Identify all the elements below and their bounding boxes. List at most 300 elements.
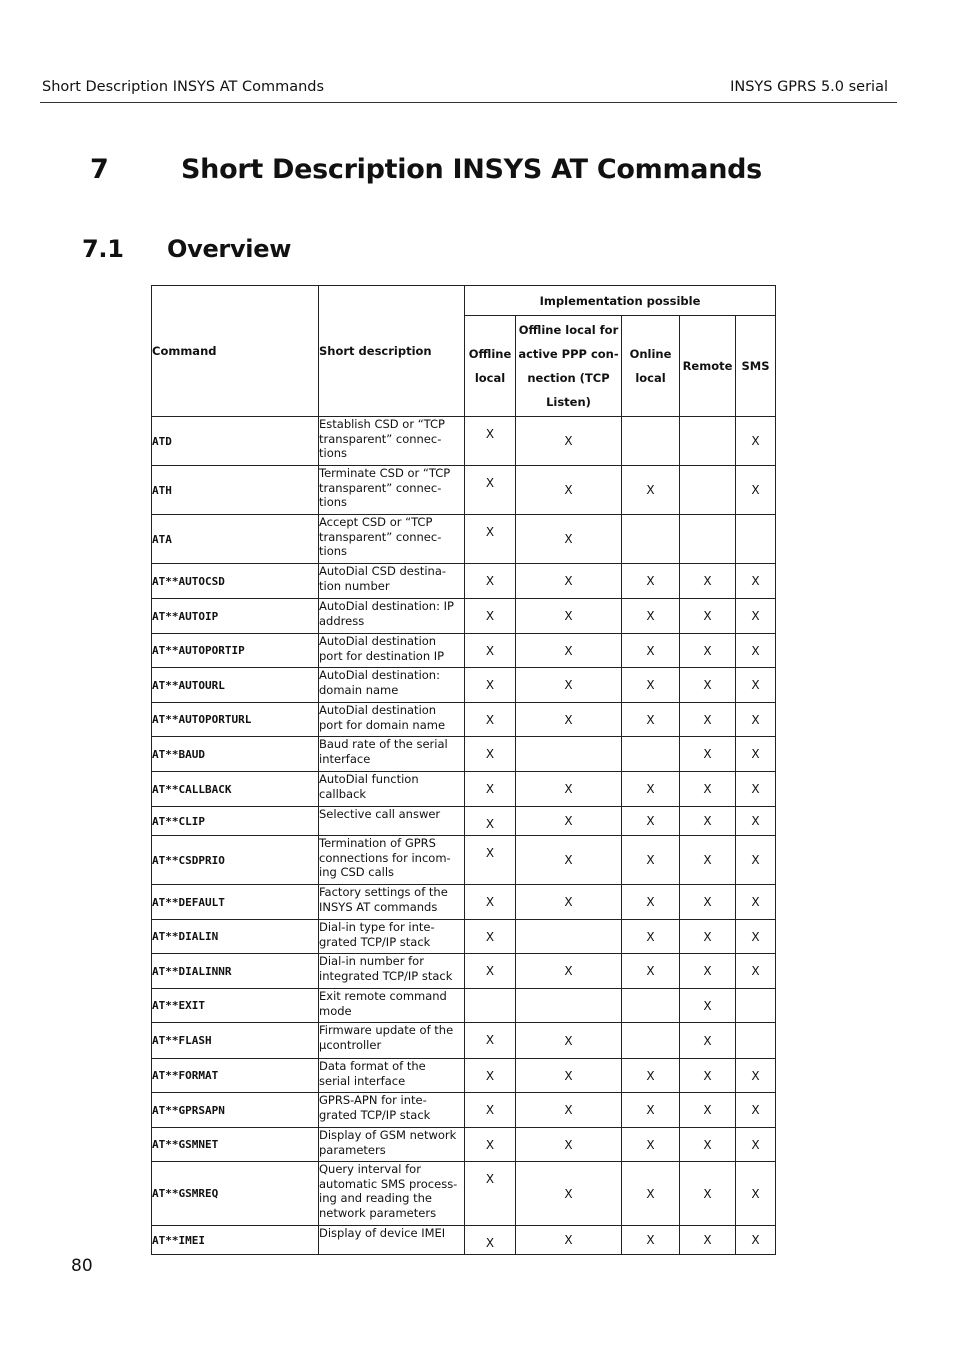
support-mark: X [564,434,573,448]
command-cell: AT**FORMAT [152,1059,319,1093]
mark-cell-offline-local [465,954,516,989]
description-cell [319,1162,465,1226]
mark-cell-sms [736,989,776,1023]
table-row [152,989,776,1023]
command-cell: AT**AUTOPORTIP [152,634,319,668]
description-cell [319,772,465,807]
command-cell: AT**FLASH [152,1023,319,1059]
section-number: 7.1 [82,235,124,263]
description-line: port for destination IP [319,648,445,663]
mark-cell-remote [680,885,736,920]
support-mark: X [485,678,495,692]
support-mark: X [564,1103,573,1117]
command-cell: AT**CSDPRIO [152,836,319,885]
mark-cell-offline-local [465,703,516,737]
table-row [152,954,776,989]
mark-cell-sms [736,1093,776,1128]
mark-cell-offline-local-ppp [516,1023,622,1059]
mark-cell-offline-local-ppp [516,1093,622,1128]
description-cell [319,737,465,772]
description-line: AutoDial destination [319,634,437,648]
mark-cell-offline-local-ppp [516,1162,622,1226]
support-mark: X [564,895,573,909]
support-mark: X [646,1186,655,1201]
description-line: Selective call answer [319,807,441,821]
table-row [152,1093,776,1128]
description-cell [319,1059,465,1093]
support-mark: X [564,1233,573,1247]
mark-cell-remote [680,1093,736,1128]
header-line: local [635,371,666,385]
support-mark: X [485,644,495,658]
mark-cell-online-local [622,1226,680,1255]
description-line: tion number [319,578,390,593]
mark-cell-remote [680,1128,736,1162]
description-line: AutoDial CSD destina- [319,564,447,578]
mark-cell-offline-local-ppp [516,1059,622,1093]
description-line: AutoDial destination: [319,668,440,682]
support-mark: X [485,609,495,623]
mark-cell-online-local [622,737,680,772]
support-mark: X [646,678,655,692]
mark-cell-remote [680,807,736,836]
support-mark: X [485,1172,495,1186]
command-cell: AT**DIALIN [152,920,319,954]
support-mark: X [564,782,573,796]
mark-cell-offline-local-ppp [516,807,622,836]
support-mark: X [564,712,573,727]
mark-cell-online-local [622,466,680,515]
table-row [152,1059,776,1093]
description-line: Query interval for [319,1162,421,1176]
mark-cell-sms [736,466,776,515]
mark-cell-offline-local-ppp [516,920,622,954]
mark-cell-online-local [622,634,680,668]
support-mark: X [751,1137,760,1152]
description-cell [319,634,465,668]
mark-cell-sms [736,737,776,772]
command-cell: AT**GSMREQ [152,1162,319,1226]
command-cell: ATD [152,417,319,466]
support-mark: X [646,609,655,623]
support-mark: X [703,1137,712,1152]
support-mark: X [564,1186,573,1201]
description-line: Factory settings of the [319,885,448,899]
command-cell: AT**GPRSAPN [152,1093,319,1128]
description-line: Dial-in number for [319,954,424,968]
mark-cell-offline-local [465,1226,516,1255]
table-row [152,1226,776,1255]
description-cell [319,1093,465,1128]
table-row [152,417,776,466]
description-line: grated TCP/IP stack [319,934,431,949]
support-mark: X [646,895,655,909]
description-cell [319,1128,465,1162]
mark-cell-online-local [622,1023,680,1059]
description-line: Dial-in type for inte- [319,920,435,934]
chapter-title: Short Description INSYS AT Commands [181,154,762,185]
support-mark: X [751,853,760,867]
mark-cell-offline-local [465,466,516,515]
description-cell [319,417,465,466]
description-line: GPRS-APN for inte- [319,1093,427,1107]
description-line: ing and reading the [319,1191,432,1205]
command-cell: ATA [152,515,319,564]
table-row [152,772,776,807]
support-mark: X [703,929,712,944]
mark-cell-remote [680,466,736,515]
support-mark: X [646,964,655,978]
description-line: Establish CSD or “TCP [319,417,445,431]
mark-cell-offline-local-ppp [516,954,622,989]
table-row [152,564,776,599]
mark-cell-offline-local [465,564,516,599]
mark-cell-remote [680,1226,736,1255]
mark-cell-offline-local-ppp [516,772,622,807]
description-line: serial interface [319,1073,406,1088]
description-cell [319,515,465,564]
mark-cell-online-local [622,836,680,885]
mark-cell-sms [736,703,776,737]
support-mark: X [703,895,712,909]
mark-cell-offline-local [465,599,516,634]
mark-cell-offline-local [465,1128,516,1162]
command-cell: AT**CALLBACK [152,772,319,807]
mark-cell-offline-local-ppp [516,668,622,703]
description-cell [319,564,465,599]
support-mark: X [703,782,712,796]
mark-cell-offline-local-ppp [516,515,622,564]
column-group-implementation: Implementation possible [465,286,776,316]
mark-cell-online-local [622,1162,680,1226]
support-mark: X [485,574,495,588]
support-mark: X [485,930,495,944]
support-mark: X [751,1068,760,1083]
description-line: automatic SMS process- [319,1176,458,1191]
description-cell [319,920,465,954]
support-mark: X [485,1033,495,1047]
support-mark: X [564,1137,573,1152]
support-mark: X [485,1138,495,1152]
support-mark: X [646,814,655,828]
description-line: AutoDial destination: IP [319,599,454,613]
header-line: active PPP con- [518,347,619,361]
mark-cell-offline-local-ppp [516,885,622,920]
command-cell: AT**AUTOURL [152,668,319,703]
description-line: port for domain name [319,717,446,732]
description-line: tions [319,446,348,460]
mark-cell-remote [680,599,736,634]
support-mark: X [703,1233,712,1247]
table-row [152,1162,776,1226]
support-mark: X [646,643,655,658]
command-cell: AT**CLIP [152,807,319,836]
description-line: Baud rate of the serial [319,737,448,751]
mark-cell-online-local [622,885,680,920]
mark-cell-sms [736,920,776,954]
support-mark: X [751,782,760,796]
mark-cell-offline-local-ppp [516,466,622,515]
support-mark: X [751,712,760,727]
header-line: Remote [682,359,733,373]
mark-cell-remote [680,920,736,954]
support-mark: X [751,895,760,909]
mark-cell-offline-local-ppp [516,599,622,634]
mark-cell-remote [680,634,736,668]
support-mark: X [646,712,655,727]
mark-cell-offline-local [465,737,516,772]
mark-cell-offline-local [465,515,516,564]
mark-cell-offline-local [465,1162,516,1226]
description-line: transparent” connec- [319,529,442,544]
mark-cell-sms [736,1226,776,1255]
mark-cell-online-local [622,989,680,1023]
support-mark: X [646,1137,655,1152]
support-mark: X [751,929,760,944]
description-line: transparent” connec- [319,431,442,446]
mark-cell-remote [680,1162,736,1226]
support-mark: X [564,964,573,978]
mark-cell-online-local [622,1128,680,1162]
description-line: mode [319,1003,352,1018]
support-mark: X [485,846,495,860]
support-mark: X [751,678,760,692]
running-header-right: INSYS GPRS 5.0 serial [730,79,888,95]
description-cell [319,668,465,703]
table-row [152,634,776,668]
description-line: network parameters [319,1205,437,1220]
support-mark: X [564,574,573,588]
column-header-offline-local-ppp [516,316,622,417]
support-mark: X [564,532,573,546]
support-mark: X [564,678,573,692]
support-mark: X [703,747,712,761]
header-line: Listen) [546,395,591,409]
support-mark: X [703,678,712,692]
mark-cell-offline-local [465,668,516,703]
mark-cell-sms [736,772,776,807]
mark-cell-remote [680,417,736,466]
mark-cell-online-local [622,772,680,807]
mark-cell-remote [680,668,736,703]
support-mark: X [485,1069,495,1083]
mark-cell-offline-local [465,1093,516,1128]
description-cell [319,466,465,515]
mark-cell-sms [736,885,776,920]
description-cell [319,703,465,737]
command-cell: ATH [152,466,319,515]
description-line: AutoDial destination [319,703,437,717]
mark-cell-offline-local [465,885,516,920]
table-row [152,703,776,737]
mark-cell-remote [680,954,736,989]
description-line: Display of GSM network [319,1128,457,1142]
description-line: address [319,613,365,628]
description-cell [319,599,465,634]
support-mark: X [564,609,573,623]
mark-cell-sms [736,668,776,703]
header-line: Offline local for [518,323,619,337]
support-mark: X [646,483,655,497]
support-mark: X [703,1033,712,1048]
column-header-command: Command [152,286,319,417]
column-header-offline-local [465,316,516,417]
mark-cell-sms [736,807,776,836]
support-mark: X [564,853,573,867]
mark-cell-online-local [622,599,680,634]
mark-cell-sms [736,1128,776,1162]
description-line: Display of device IMEI [319,1226,446,1240]
support-mark: X [485,782,495,796]
support-mark: X [485,525,495,539]
support-mark: X [703,998,712,1013]
mark-cell-online-local [622,417,680,466]
header-rule [40,102,897,103]
column-header-description: Short description [319,286,465,417]
support-mark: X [485,1236,495,1250]
description-line: domain name [319,682,399,697]
mark-cell-online-local [622,515,680,564]
description-line: interface [319,751,371,766]
column-header-online-local [622,316,680,417]
support-mark: X [751,434,760,448]
support-mark: X [703,574,712,588]
mark-cell-offline-local [465,417,516,466]
command-overview-table [151,285,776,1255]
mark-cell-online-local [622,1059,680,1093]
command-cell: AT**AUTOCSD [152,564,319,599]
mark-cell-remote [680,515,736,564]
mark-cell-sms [736,1162,776,1226]
support-mark: X [751,747,760,761]
mark-cell-online-local [622,703,680,737]
mark-cell-remote [680,703,736,737]
support-mark: X [564,643,573,658]
support-mark: X [751,1186,760,1201]
description-line: tions [319,495,348,509]
table-row [152,920,776,954]
description-line: grated TCP/IP stack [319,1107,431,1122]
description-line: connections for incom- [319,850,451,865]
support-mark: X [703,712,712,727]
support-mark: X [751,964,760,978]
support-mark: X [703,1103,712,1117]
mark-cell-offline-local-ppp [516,1226,622,1255]
description-cell [319,954,465,989]
table-row [152,1023,776,1059]
support-mark: X [751,574,760,588]
mark-cell-offline-local [465,989,516,1023]
mark-cell-sms [736,1023,776,1059]
mark-cell-offline-local-ppp [516,737,622,772]
description-cell [319,1023,465,1059]
column-header-remote [680,316,736,417]
support-mark: X [485,1103,495,1117]
mark-cell-sms [736,954,776,989]
description-line: callback [319,786,367,801]
description-line: transparent” connec- [319,480,442,495]
table-row [152,668,776,703]
mark-cell-offline-local-ppp [516,703,622,737]
support-mark: X [646,929,655,944]
mark-cell-remote [680,564,736,599]
support-mark: X [646,1068,655,1083]
table-row [152,1128,776,1162]
description-line: INSYS AT commands [319,899,438,914]
mark-cell-offline-local [465,836,516,885]
description-line: Terminate CSD or “TCP [319,466,451,480]
support-mark: X [564,483,573,497]
mark-cell-online-local [622,1093,680,1128]
support-mark: X [646,853,655,867]
table-row [152,599,776,634]
column-header-sms [736,316,776,417]
section-title: Overview [167,235,292,263]
mark-cell-offline-local-ppp [516,417,622,466]
mark-cell-sms [736,634,776,668]
command-cell: AT**GSMNET [152,1128,319,1162]
description-line: integrated TCP/IP stack [319,968,453,983]
description-line: Exit remote command [319,989,447,1003]
mark-cell-sms [736,836,776,885]
support-mark: X [564,814,573,828]
support-mark: X [703,853,712,867]
table-row [152,737,776,772]
support-mark: X [485,713,495,727]
command-cell: AT**AUTOIP [152,599,319,634]
description-line: AutoDial function [319,772,419,786]
mark-cell-remote [680,737,736,772]
header-line: local [474,371,506,385]
description-line: tions [319,544,348,558]
mark-cell-sms [736,564,776,599]
header-line: SMS [741,359,770,373]
mark-cell-online-local [622,954,680,989]
command-cell: AT**AUTOPORTURL [152,703,319,737]
mark-cell-sms [736,417,776,466]
support-mark: X [703,643,712,658]
mark-cell-offline-local [465,772,516,807]
mark-cell-sms [736,1059,776,1093]
mark-cell-offline-local-ppp [516,1128,622,1162]
description-cell [319,836,465,885]
mark-cell-sms [736,599,776,634]
mark-cell-offline-local [465,634,516,668]
header-line: Online [629,347,672,361]
table-row [152,466,776,515]
page-number: 80 [71,1256,93,1276]
support-mark: X [703,964,712,978]
command-cell: AT**DIALINNR [152,954,319,989]
mark-cell-offline-local [465,1059,516,1093]
mark-cell-offline-local [465,807,516,836]
support-mark: X [751,1103,760,1117]
support-mark: X [703,1068,712,1083]
header-line: nection (TCP [527,371,610,385]
support-mark: X [485,895,495,909]
description-line: Accept CSD or “TCP [319,515,433,529]
description-line: Termination of GPRS [319,836,436,850]
support-mark: X [751,483,760,497]
mark-cell-remote [680,836,736,885]
command-cell: AT**DEFAULT [152,885,319,920]
mark-cell-remote [680,1023,736,1059]
support-mark: X [751,814,760,828]
support-mark: X [646,782,655,796]
command-cell: AT**EXIT [152,989,319,1023]
mark-cell-offline-local [465,920,516,954]
support-mark: X [485,476,495,490]
